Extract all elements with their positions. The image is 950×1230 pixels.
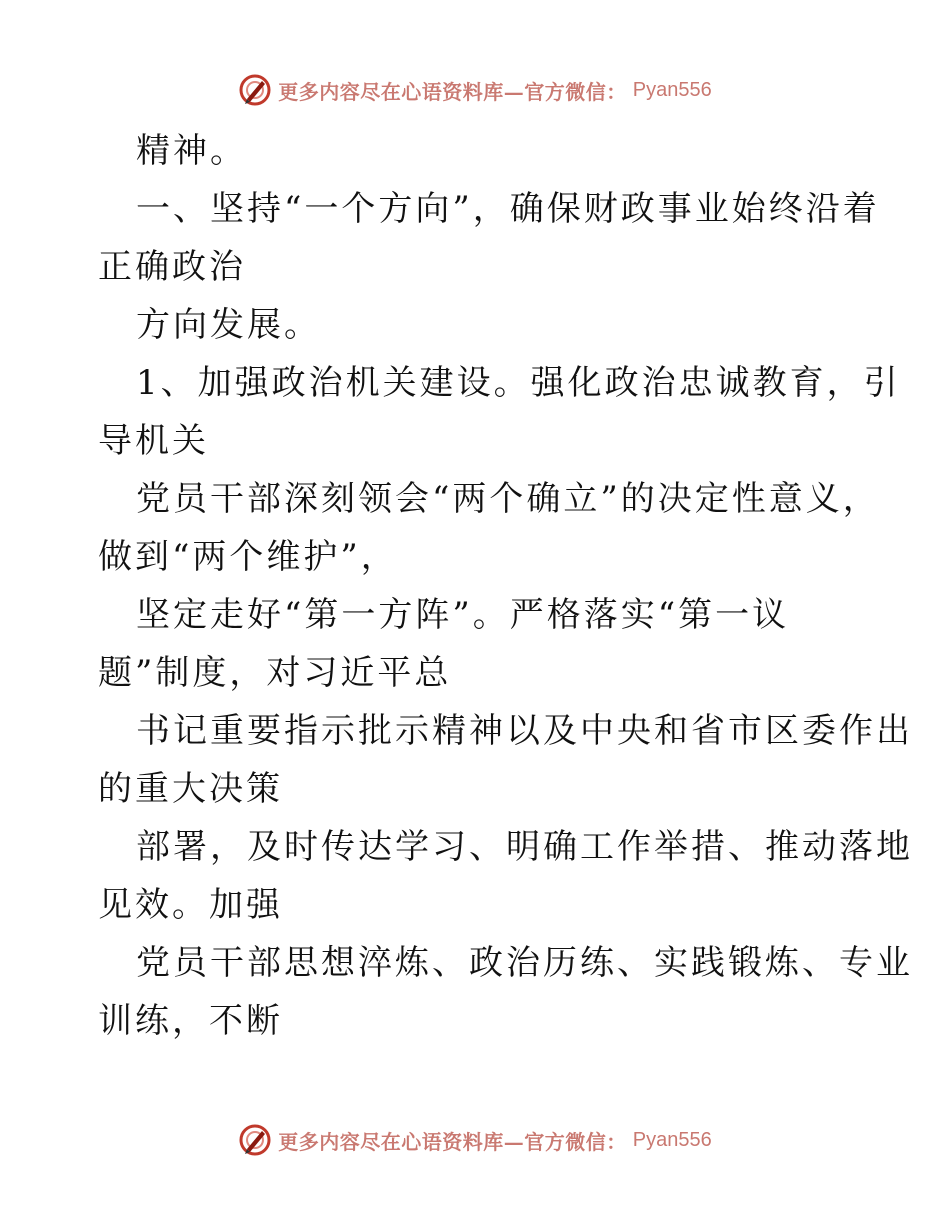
watermark-wechat-id: Pyan556: [632, 1128, 712, 1151]
text-line: 训练，不断: [98, 1001, 283, 1041]
text-line: 部署，及时传达学习、明确工作举措、推动落地: [136, 827, 913, 867]
text-line: 坚定走好“第一方阵”。严格落实“第一议: [136, 595, 790, 635]
text-line: 一、坚持“一个方向”，确保财政事业始终沿着: [136, 189, 880, 229]
watermark-text: 更多内容尽在心语资料库—官方微信：: [278, 1129, 627, 1154]
text-line: 精神。: [136, 131, 247, 171]
text-line: 题”制度，对习近平总: [98, 653, 452, 693]
text-line: 正确政治: [98, 247, 246, 287]
text-line: 党员干部深刻领会“两个确立”的决定性意义，: [136, 479, 880, 519]
pen-circle-logo-icon: [238, 73, 272, 107]
text-line: 的重大决策: [98, 769, 283, 809]
footer-watermark: [0, 1120, 950, 1160]
watermark-wechat-id: Pyan556: [632, 78, 712, 101]
watermark-text: 更多内容尽在心语资料库—官方微信：: [278, 79, 627, 104]
text-line: 书记重要指示批示精神以及中央和省市区委作出: [136, 711, 913, 751]
text-line: 党员干部思想淬炼、政治历练、实践锻炼、专业: [136, 943, 913, 983]
text-line: 做到“两个维护”，: [98, 537, 398, 577]
pen-circle-logo-icon: [238, 1123, 272, 1157]
text-line: 1、加强政治机关建设。强化政治忠诚教育，引: [136, 363, 901, 403]
text-line: 见效。加强: [98, 885, 283, 925]
text-line: 导机关: [98, 421, 209, 461]
header-watermark: [0, 70, 950, 110]
body-text: [98, 122, 913, 1050]
text-line: 方向发展。: [136, 305, 321, 345]
